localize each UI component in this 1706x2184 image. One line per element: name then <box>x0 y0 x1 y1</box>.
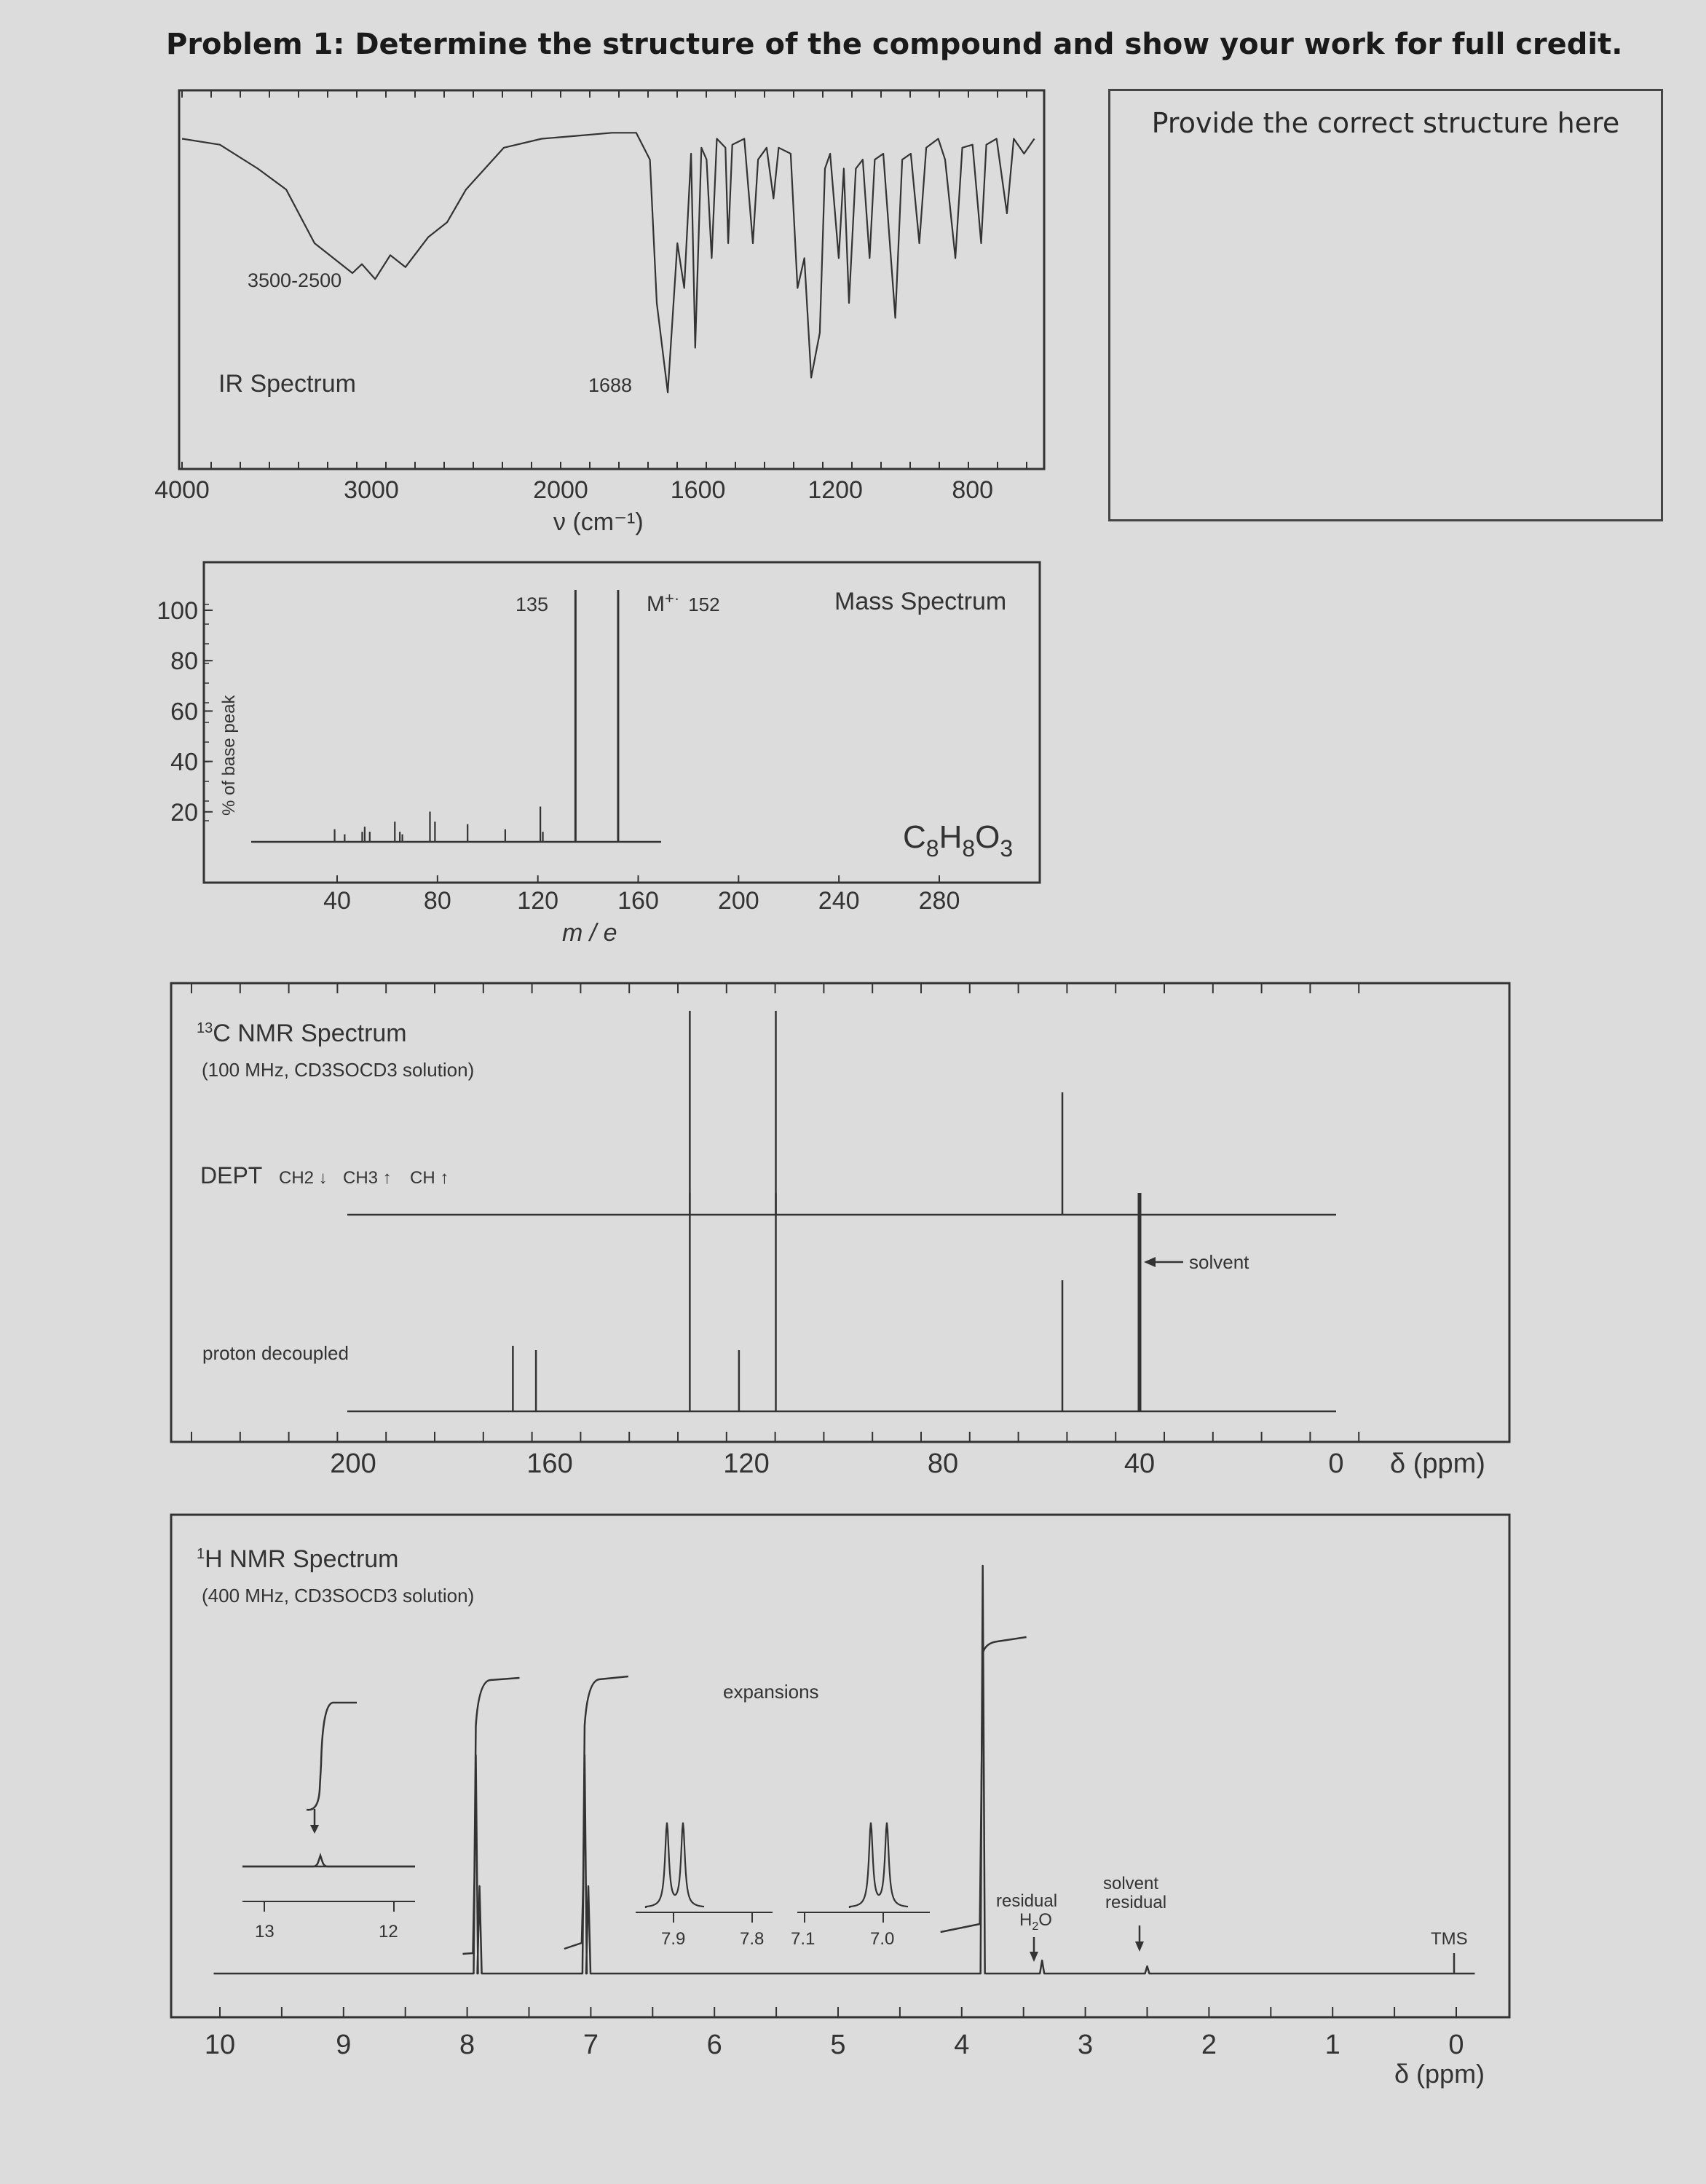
h1-x-label: δ (ppm) <box>1394 2059 1485 2089</box>
solvent-residual-label-2: residual <box>1105 1893 1167 1912</box>
dept-legend-ch2: CH2 ↓ <box>279 1168 328 1188</box>
ms-molecular-ion: M+· 152 <box>647 589 720 616</box>
ms-x-tick-label: 240 <box>818 887 860 915</box>
ms-y-tick-label: 100 <box>157 597 198 625</box>
inset-arrow-head <box>310 1825 319 1834</box>
c13-x-tick-label: 80 <box>927 1448 959 1479</box>
c13-subtitle: (100 MHz, CD3SOCD3 solution) <box>202 1059 475 1081</box>
h1-ticks <box>220 2007 1456 2017</box>
h1-x-tick-label: 5 <box>830 2030 846 2060</box>
c13-x-labels <box>330 1448 1343 1479</box>
expansion-label: expansions <box>723 1681 819 1703</box>
h1-x-tick-label: 7 <box>583 2030 599 2060</box>
inset-label-13: 13 <box>255 1922 275 1941</box>
ms-x-tick-label: 200 <box>717 887 759 915</box>
h1-x-tick-label: 0 <box>1448 2030 1464 2060</box>
c13-x-tick-label: 160 <box>526 1448 573 1479</box>
problem-title: Problem 1: Determine the structure of the compound and show your work for full credit. <box>166 28 1623 61</box>
ms-formula: $C_8H_8O_3$ <box>903 819 1014 862</box>
c13-nmr-chart <box>164 976 1533 1486</box>
ms-y-tick-label: 60 <box>170 698 198 726</box>
ir-title: IR Spectrum <box>218 370 356 398</box>
ir-annotation-broad: 3500-2500 <box>248 269 342 291</box>
dept-peaks <box>690 1011 1062 1215</box>
h1-x-tick-label: 1 <box>1324 2030 1340 2060</box>
ir-tick-label: 2000 <box>533 476 588 504</box>
h1-x-tick-label: 8 <box>459 2030 475 2060</box>
exp-label-7.8: 7.8 <box>740 1929 765 1949</box>
solvent-arrow-head <box>1144 1257 1156 1267</box>
exp-label-7.0: 7.0 <box>870 1929 895 1949</box>
c13-x-tick-label: 120 <box>723 1448 770 1479</box>
exp-label-7.9: 7.9 <box>661 1929 686 1949</box>
c13-frame <box>171 983 1509 1442</box>
ms-x-tick-label: 280 <box>918 887 960 915</box>
ms-x-label: m / e <box>562 919 617 947</box>
ir-tick-labels <box>154 476 993 504</box>
exp-label-7.1: 7.1 <box>791 1929 816 1949</box>
h1-x-tick-label: 10 <box>204 2030 236 2060</box>
residual-water-label: residual <box>996 1891 1058 1911</box>
water-arrow-head <box>1030 1952 1038 1962</box>
h1-x-tick-label: 4 <box>954 2030 970 2060</box>
mass-spectrum-chart <box>146 553 1063 961</box>
ir-annotation-carbonyl: 1688 <box>588 374 633 396</box>
ms-y-tick-label: 20 <box>170 798 198 827</box>
ms-x-tick-label: 120 <box>517 887 559 915</box>
ir-spectrum-chart <box>154 80 1063 553</box>
c13-x-tick-label: 200 <box>330 1448 376 1479</box>
h1-x-tick-label: 2 <box>1201 2030 1217 2060</box>
expansion-insets <box>636 1681 930 1949</box>
ms-x-ticks <box>323 875 960 915</box>
inset-label-12: 12 <box>379 1922 398 1941</box>
dept-legend-ch3: CH3 ↑ <box>343 1168 392 1188</box>
expansion-left-doublet <box>646 1823 704 1908</box>
h1-subtitle: (400 MHz, CD3SOCD3 solution) <box>202 1585 475 1607</box>
residual-water-formula: $H_2O$ <box>1019 1910 1052 1933</box>
h1-title: $^1$H NMR Spectrum <box>197 1545 399 1573</box>
ms-x-tick-label: 160 <box>617 887 659 915</box>
ms-title: Mass Spectrum <box>834 588 1007 615</box>
h1-x-labels <box>205 2030 1464 2060</box>
ms-peaks <box>335 590 618 842</box>
h1-x-tick-label: 3 <box>1078 2030 1094 2060</box>
c13-title: $^{13}$C NMR Spectrum <box>197 1020 407 1047</box>
ir-tick-label: 800 <box>952 476 994 504</box>
h1-x-tick-label: 9 <box>336 2030 352 2060</box>
answer-prompt: Provide the correct structure here <box>1151 107 1620 139</box>
c13-x-tick-label: 0 <box>1328 1448 1344 1479</box>
h1-x-tick-label: 6 <box>706 2030 722 2060</box>
tms-label: TMS <box>1431 1929 1468 1949</box>
ms-y-tick-label: 80 <box>170 647 198 676</box>
ms-x-tick-label: 80 <box>423 887 451 915</box>
solvent-label: solvent <box>1189 1251 1249 1273</box>
acid-inset <box>242 1703 415 1941</box>
ms-y-label: % of base peak <box>219 695 239 816</box>
dept-label: DEPT <box>200 1162 263 1188</box>
ir-tick-label: 1200 <box>807 476 863 504</box>
ms-annotation-135: 135 <box>516 594 549 615</box>
inset-peak <box>242 1856 415 1866</box>
c13-x-label: δ (ppm) <box>1390 1448 1485 1479</box>
expansion-right-doublet <box>850 1823 908 1908</box>
ir-x-label: ν (cm⁻¹) <box>553 508 644 536</box>
ir-trace <box>182 133 1035 393</box>
proton-decoupled-label: proton decoupled <box>202 1342 349 1364</box>
c13-peaks <box>513 1193 1140 1411</box>
solvent-residual-label-1: solvent <box>1103 1874 1159 1893</box>
dept-legend-ch: CH ↑ <box>410 1168 449 1188</box>
answer-box[interactable] <box>1108 89 1663 521</box>
ir-tick-label: 1600 <box>670 476 726 504</box>
solvent-residual-arrow-head <box>1135 1941 1144 1952</box>
c13-x-tick-label: 40 <box>1123 1448 1156 1479</box>
ms-y-tick-label: 40 <box>170 748 198 776</box>
ir-tick-label: 3000 <box>344 476 399 504</box>
h1-nmr-chart <box>164 1507 1533 2097</box>
ms-x-tick-label: 40 <box>323 887 351 915</box>
inset-integral <box>307 1703 357 1810</box>
ir-tick-label: 4000 <box>154 476 210 504</box>
